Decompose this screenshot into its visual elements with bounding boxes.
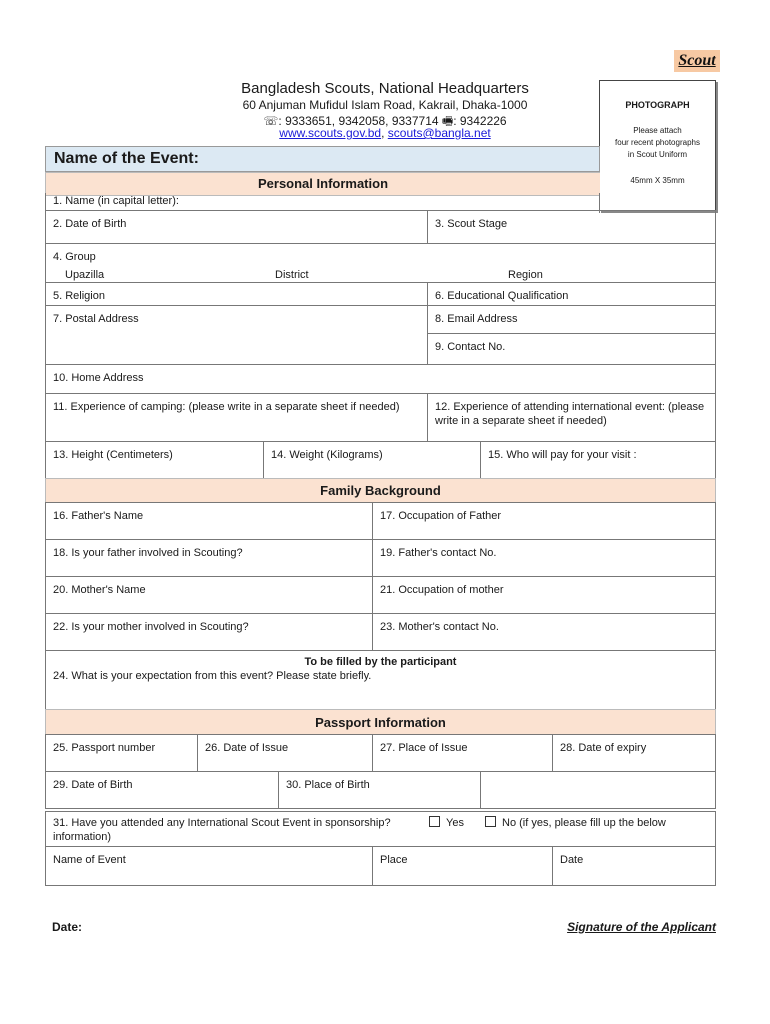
section-passport-information [45, 709, 716, 735]
link-separator: , [381, 126, 388, 140]
website-link[interactable]: www.scouts.gov.bd [279, 126, 382, 140]
mother-name-field[interactable] [45, 576, 373, 614]
photograph-instruction-3: in Scout Uniform [627, 150, 688, 159]
section-family-background [45, 478, 716, 503]
date-label: Date: [52, 920, 83, 934]
group-field[interactable] [45, 243, 716, 283]
no-option[interactable] [485, 816, 666, 830]
date-of-birth-field[interactable] [45, 210, 428, 244]
postal-address-label: 7. Postal Address [53, 313, 139, 325]
section-title: Passport Information [315, 715, 446, 730]
height-field[interactable] [45, 441, 264, 479]
no-label: No (if yes, please fill up the below [502, 817, 666, 829]
father-name-field[interactable] [45, 502, 373, 540]
contact-number-field[interactable] [427, 333, 716, 365]
passport-issue-date-label: 26. Date of Issue [205, 742, 289, 754]
passport-birth-date-label: 29. Date of Birth [53, 779, 133, 791]
email-link[interactable]: scouts@bangla.net [387, 126, 491, 140]
mother-scouting-label: 22. Is your mother involved in Scouting? [53, 621, 249, 633]
passport-issue-date-field[interactable] [197, 734, 373, 772]
expectation-field[interactable] [45, 650, 716, 710]
expectation-label: 24. What is your expectation from this event? Please state briefly. [53, 670, 372, 682]
education-field[interactable] [427, 282, 716, 306]
international-experience-label: 12. Experience of attending international event: (please write in a separate sheet if needed) [435, 401, 705, 427]
mother-scouting-field[interactable] [45, 613, 373, 651]
passport-number-label: 25. Passport number [53, 742, 156, 754]
sponsorship-label: 31. Have you attended any International Scout Event in sponsorship? [53, 817, 391, 829]
postal-address-field[interactable] [45, 305, 428, 365]
weight-field[interactable] [263, 441, 481, 479]
birth-place-field[interactable] [278, 771, 481, 809]
birth-place-label: 30. Place of Birth [286, 779, 370, 791]
section-title: Family Background [320, 483, 441, 498]
photograph-size: 45mm X 35mm [630, 176, 685, 185]
email-address-label: 8. Email Address [435, 313, 518, 325]
event-place-field[interactable] [372, 846, 553, 886]
religion-label: 5. Religion [53, 290, 105, 302]
event-date-field[interactable] [552, 846, 716, 886]
sponsorship-label-continued: information) [53, 831, 112, 843]
section-title: Personal Information [257, 176, 389, 191]
scout-stage-field[interactable] [427, 210, 716, 244]
passport-expiry-label: 28. Date of expiry [560, 742, 647, 754]
scout-stage-label: 3. Scout Stage [435, 218, 508, 230]
upazilla-label: Upazilla [65, 269, 105, 281]
organization-links [180, 126, 590, 140]
no-checkbox[interactable] [485, 816, 496, 827]
mother-occupation-label: 21. Occupation of mother [380, 584, 504, 596]
yes-checkbox[interactable] [429, 816, 440, 827]
event-date-label: Date [560, 854, 584, 866]
contact-number-label: 9. Contact No. [435, 341, 506, 353]
organization-phone: ☏: 9333651, 9342058, 9337714 🖷: 9342226 [263, 114, 507, 128]
signature-label: Signature of the Applicant [567, 920, 716, 934]
email-address-field[interactable] [427, 305, 716, 334]
passport-number-field[interactable] [45, 734, 198, 772]
yes-label: Yes [446, 817, 464, 829]
mother-contact-field[interactable] [372, 613, 716, 651]
yes-option[interactable] [429, 816, 464, 830]
event-name-field[interactable]: Name of the Event: [45, 146, 600, 172]
event-place-label: Place [380, 854, 408, 866]
height-label: 13. Height (Centimeters) [53, 449, 173, 461]
camping-experience-label: 11. Experience of camping: (please write in a separate sheet if needed) [53, 401, 400, 413]
participant-note: To be filled by the participant [304, 656, 457, 668]
organization-address: 60 Anjuman Mufidul Islam Road, Kakrail, Dhaka-1000 [242, 98, 528, 112]
visit-payer-field[interactable] [480, 441, 716, 479]
mother-name-label: 20. Mother's Name [53, 584, 146, 596]
religion-field[interactable] [45, 282, 428, 306]
father-contact-field[interactable] [372, 539, 716, 577]
passport-issue-place-label: 27. Place of Issue [380, 742, 468, 754]
photograph-instruction-2: four recent photographs [615, 138, 700, 147]
home-address-label: 10. Home Address [53, 372, 144, 384]
date-of-birth-label: 2. Date of Birth [53, 218, 127, 230]
passport-expiry-field[interactable] [552, 734, 716, 772]
name-label: 1. Name (in capital letter): [53, 195, 179, 207]
photograph-title: PHOTOGRAPH [625, 100, 690, 110]
father-occupation-label: 17. Occupation of Father [380, 510, 502, 522]
mother-contact-label: 23. Mother's contact No. [380, 621, 499, 633]
group-label: 4. Group [53, 251, 96, 263]
passport-blank-field[interactable] [480, 771, 716, 809]
passport-birth-date-field[interactable] [45, 771, 279, 809]
organization-name: Bangladesh Scouts, National Headquarters [241, 80, 529, 97]
father-scouting-field[interactable] [45, 539, 373, 577]
father-name-label: 16. Father's Name [53, 510, 144, 522]
father-contact-label: 19. Father's contact No. [380, 547, 497, 559]
event-name-history-field[interactable] [45, 846, 373, 886]
camping-experience-field[interactable] [45, 393, 428, 442]
international-experience-field[interactable] [427, 393, 716, 442]
home-address-field[interactable] [45, 364, 716, 394]
weight-label: 14. Weight (Kilograms) [271, 449, 383, 461]
father-scouting-label: 18. Is your father involved in Scouting? [53, 547, 243, 559]
mother-occupation-field[interactable] [372, 576, 716, 614]
region-label: Region [508, 269, 543, 281]
education-label: 6. Educational Qualification [435, 290, 569, 302]
visit-payer-label: 15. Who will pay for your visit : [488, 449, 637, 461]
sponsorship-question [45, 811, 716, 847]
district-label: District [275, 269, 309, 281]
passport-issue-place-field[interactable] [372, 734, 553, 772]
event-name-history-label: Name of Event [53, 854, 126, 866]
father-occupation-field[interactable] [372, 502, 716, 540]
photograph-box [599, 80, 716, 211]
photograph-instruction-1: Please attach [633, 126, 682, 135]
scout-logo: Scout [674, 50, 720, 72]
